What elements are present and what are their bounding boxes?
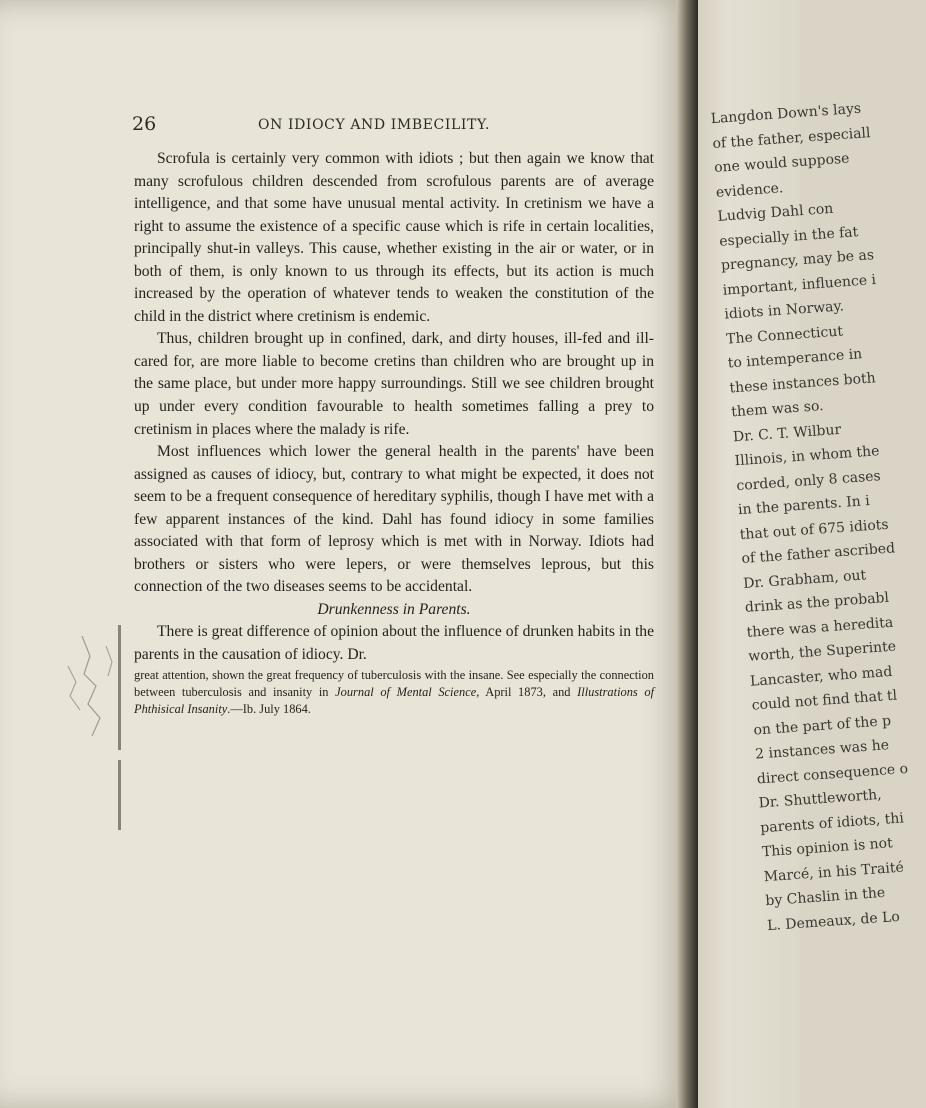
footnote-text-after: .—Ib. July 1864. <box>227 701 311 716</box>
facing-page-line: direct consequence o <box>756 760 909 788</box>
facing-page-line: that out of 675 idiots <box>739 516 890 543</box>
facing-page-fragment <box>698 0 909 1108</box>
facing-page-line: Langdon Down's lays <box>710 100 862 128</box>
facing-page-line: there was a heredita <box>746 614 894 641</box>
facing-page-line: on the part of the p <box>752 712 892 739</box>
facing-page-line: corded, only 8 cases <box>735 467 882 494</box>
paragraph-scrofula: Scrofula is certainly very common with idiots ; but then again we know that many scrofulous children descended from scrofulous parents are of average intelligence, and that some have unusual mental activity. In cretinism we have a right to assume the existence of a specific cause which is rife in certain localities, principally shut-in valleys. This cause, whether existing in the air or water, or in both of them, is only known to us through its effects, but its action is much increased by the operation of whatever tends to weaken the constitution of the child in the district where cretinism is endemic. <box>134 150 654 325</box>
facing-page-line: could not find that tl <box>751 687 898 714</box>
facing-page-line: 2 instances was he <box>754 737 890 763</box>
footnote-text-before: great attention, shown the great frequency of tuberculosis with the insane. See especially the connection between tuberculosis and insanity in <box>134 667 654 699</box>
facing-page-line: idiots in Norway. <box>723 298 845 323</box>
paragraph-drunkenness: There is great difference of opinion about the influence of drunken habits in the parents in the causation of idiocy. Dr. <box>134 623 654 664</box>
facing-page-line: one would suppose <box>713 150 850 176</box>
facing-page-line: Dr. C. T. Wilbur <box>732 421 842 445</box>
running-title: ON IDIOCY AND IMBECILITY. <box>258 117 491 133</box>
footnote-journal-title: Journal of Mental Science <box>335 684 477 699</box>
facing-page-line: This opinion is not <box>761 835 894 861</box>
section-heading: Drunkenness in Parents. <box>317 600 471 618</box>
facing-page-line: Lancaster, who mad <box>749 663 893 690</box>
facing-page-line: parents of idiots, thi <box>759 809 905 836</box>
page-body <box>134 148 654 718</box>
margin-bracket-mark-lower <box>118 760 121 830</box>
page-number: 26 <box>132 113 157 135</box>
facing-page-line: pregnancy, may be as <box>720 247 875 274</box>
facing-page-line: important, influence i <box>722 271 877 299</box>
facing-page-line: these instances both <box>729 369 877 396</box>
pencil-scribble-icon <box>62 626 130 746</box>
facing-page-line: to intemperance in <box>727 346 863 372</box>
facing-page-line: Marcé, in his Traité <box>763 859 905 885</box>
book-gutter <box>676 0 698 1108</box>
facing-page-line: especially in the fat <box>718 223 859 250</box>
paragraph-children-conditions: Thus, children brought up in confined, dark, and dirty houses, ill-fed and ill-cared for, are more liable to become cretins than children who are brought up in the same place, but under more happy surroundings. Still we see children brought up under every condition favourable to health sometimes falling a prey to cretinism in places where the malady is rife. <box>134 330 654 438</box>
facing-page-line: Dr. Shuttleworth, <box>758 786 883 812</box>
facing-page-line: Ludvig Dahl con <box>717 200 834 225</box>
facing-page-lines <box>698 96 926 939</box>
footnote-book-title: Illustrations of Phthisical Insanity <box>134 684 655 716</box>
facing-page-line: of the father ascribed <box>741 540 896 568</box>
facing-page-line: evidence. <box>715 179 784 201</box>
page-header <box>108 113 550 137</box>
facing-page-line: in the parents. In i <box>737 493 871 519</box>
facing-page-line: drink as the probabl <box>744 589 890 616</box>
facing-page-line: worth, the Superinte <box>747 638 897 665</box>
footnote-text-middle: , April 1873, and <box>476 684 571 699</box>
paragraph-general-health: Most influences which lower the general health in the parents' have been assigned as causes of idiocy, but, contrary to what might be expected, it does not seem to be a frequent consequence of hereditary syphilis, though I have met with a few apparent instances of the kind. Dahl has found idiocy in some families associated with that form of leprosy which is met with in Norway. Idiots had brothers or sisters who were lepers, or were themselves leprous, but this connection of the two diseases seems to be accidental. <box>134 443 654 596</box>
facing-page-line: of the father, especiall <box>711 124 871 152</box>
facing-page-line: them was so. <box>730 397 825 421</box>
facing-page-line: Illinois, in whom the <box>734 443 880 470</box>
facing-page-line: L. Demeaux, de Lo <box>766 908 901 934</box>
facing-page-line: Dr. Grabham, out <box>742 566 867 592</box>
facing-page-line: The Connecticut <box>725 322 844 348</box>
facing-page-line: by Chaslin in the <box>764 884 886 910</box>
footnote <box>134 667 654 718</box>
